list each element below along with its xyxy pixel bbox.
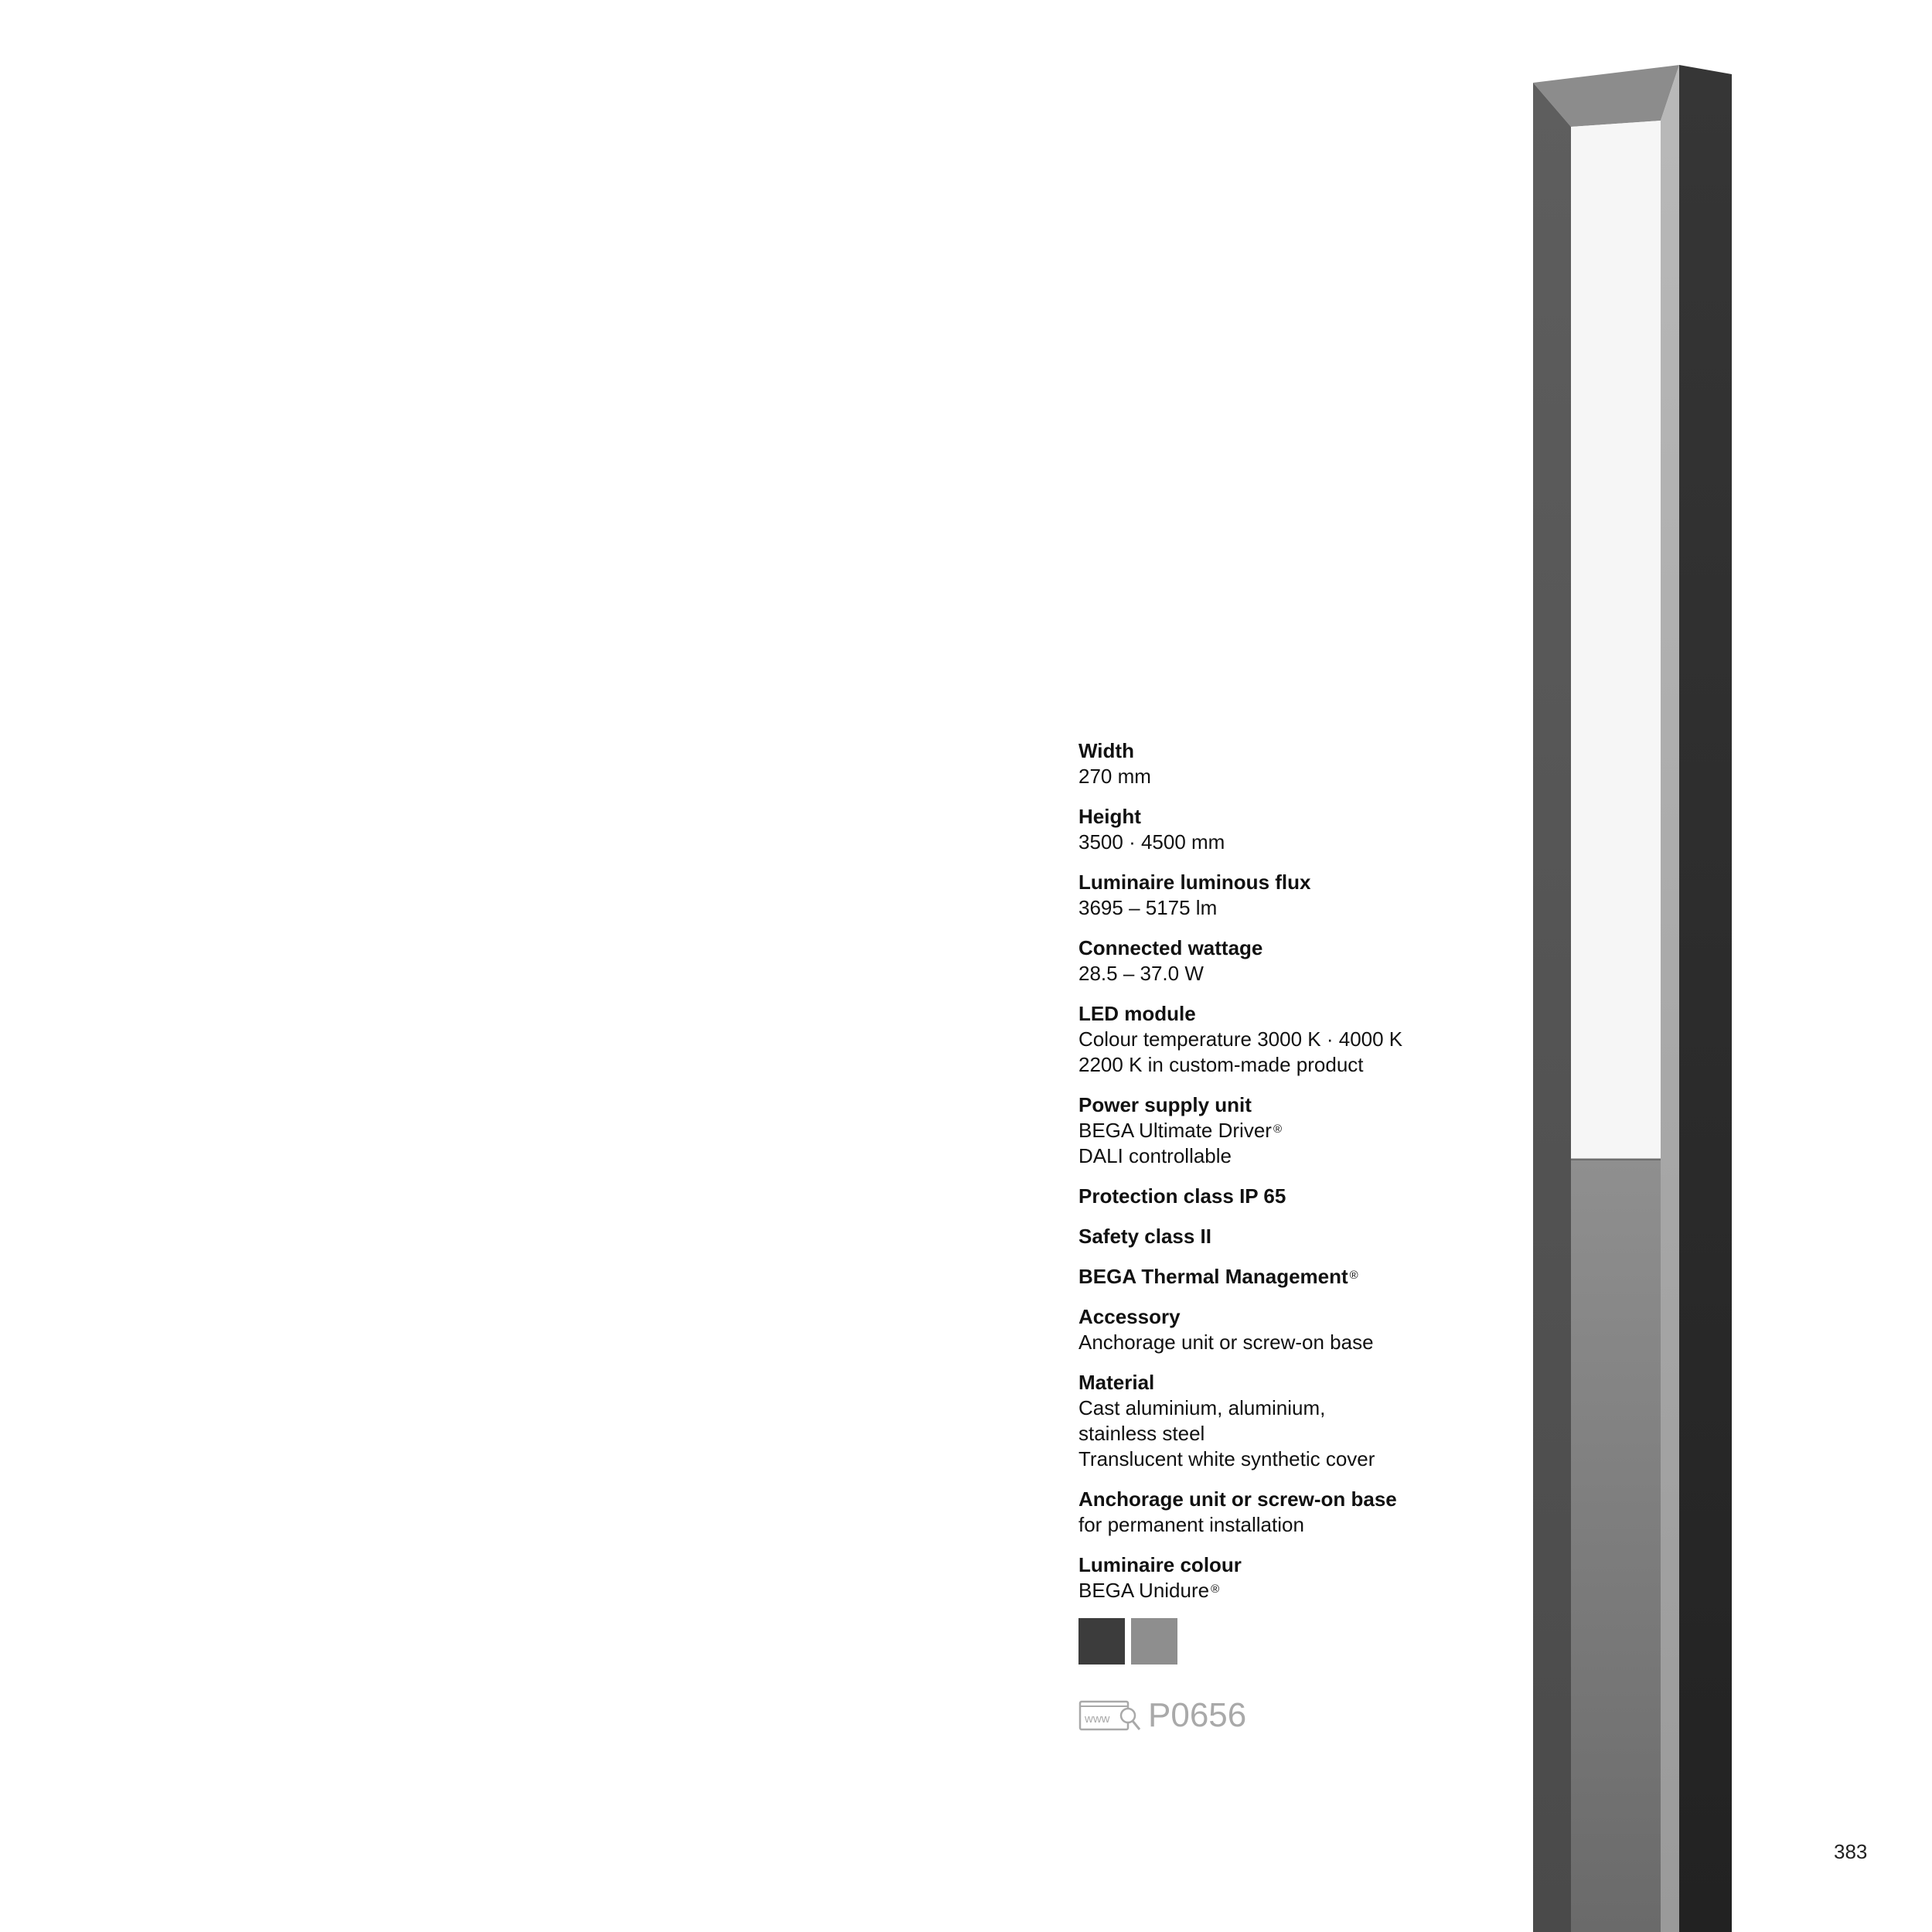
spec-item [1078,1184,1511,1209]
spec-title: Luminaire luminous flux [1078,871,1311,894]
spec-item [1078,1092,1511,1169]
spec-title: Power supply unit [1078,1093,1252,1116]
spec-title: BEGA Thermal Management ® [1078,1265,1358,1288]
spec-item [1078,1370,1511,1472]
spec-title: LED module [1078,1002,1196,1025]
spec-title: Material [1078,1371,1155,1394]
spec-value: BEGA Unidure ® [1078,1579,1220,1602]
spec-item [1078,870,1511,921]
registered-mark: ® [1273,1123,1283,1136]
spec-value: DALI controllable [1078,1144,1232,1167]
page-number: 383 [1834,1840,1868,1863]
web-code-link[interactable] [1078,1696,1246,1735]
spec-item [1078,1001,1511,1078]
spec-title: Accessory [1078,1305,1181,1328]
spec-title: Luminaire colour [1078,1553,1242,1576]
spec-value: 3500 · 4500 mm [1078,830,1225,854]
spec-title: Safety class II [1078,1225,1211,1248]
spec-value: 2200 K in custom-made product [1078,1053,1364,1076]
spec-title: Height [1078,805,1141,828]
spec-value: Anchorage unit or screw-on base [1078,1331,1374,1354]
spec-item [1078,1264,1511,1290]
spec-value: Cast aluminium, aluminium, [1078,1396,1326,1419]
spec-title: Anchorage unit or screw-on base [1078,1487,1397,1511]
spec-item [1078,1304,1511,1355]
luminaire-diffuser [1571,121,1661,1160]
luminaire-inner-right [1661,65,1679,1932]
spec-value: 3695 – 5175 lm [1078,896,1218,919]
www-icon-text: www [1085,1712,1110,1726]
www-search-icon [1078,1699,1142,1733]
spec-item [1078,1487,1511,1538]
luminaire-lower-panel [1571,1160,1661,1932]
spec-title: Width [1078,739,1134,762]
spec-item [1078,935,1511,986]
spec-value: Colour temperature 3000 K · 4000 K [1078,1027,1403,1051]
colour-swatches [1078,1618,1511,1665]
product-code[interactable]: P0656 [1148,1696,1247,1734]
spec-list [1078,738,1511,1665]
spec-item [1078,1224,1511,1249]
registered-mark: ® [1349,1269,1358,1282]
spec-value: 28.5 – 37.0 W [1078,962,1204,985]
registered-mark: ® [1211,1583,1220,1596]
spec-title: Protection class IP 65 [1078,1184,1286,1208]
luminaire-left-face [1533,83,1571,1932]
spec-title: Connected wattage [1078,936,1263,959]
swatch-graphite [1078,1618,1125,1665]
spec-value: for permanent installation [1078,1513,1304,1536]
spec-item [1078,738,1511,789]
swatch-silver [1131,1618,1177,1665]
luminaire-right-side [1679,65,1732,1932]
spec-value: stainless steel [1078,1422,1205,1445]
spec-value: 270 mm [1078,765,1151,788]
spec-item [1078,1552,1511,1603]
spec-item [1078,804,1511,855]
spec-value: Translucent white synthetic cover [1078,1447,1375,1470]
spec-value: BEGA Ultimate Driver ® [1078,1119,1283,1142]
